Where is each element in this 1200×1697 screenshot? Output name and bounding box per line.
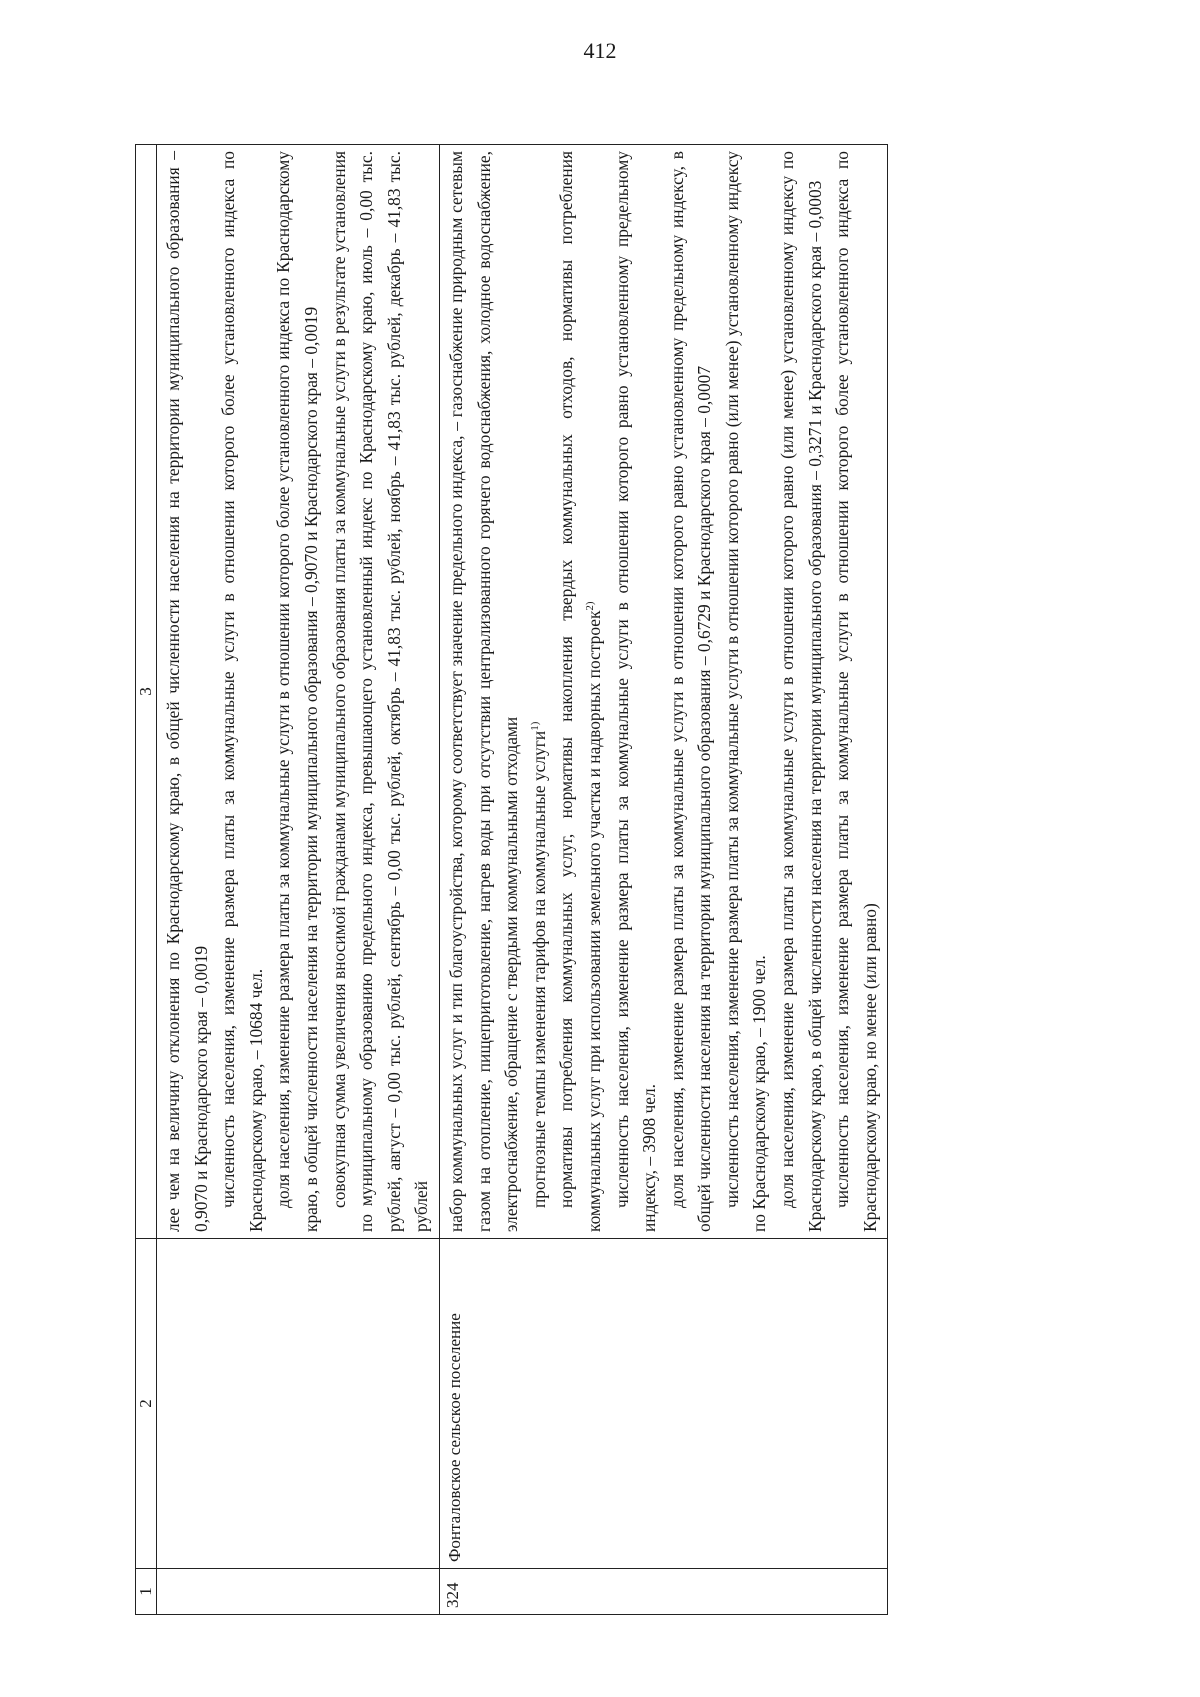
table-row-324 (439, 145, 888, 1615)
paragraph: доля населения, изменение размера платы за коммунальные услуги в отношении которого равно установленному предельному индексу, в общей численности населения на территории муниципального образования – 0,6729 и Краснодарского края – 0,0007 (666, 151, 715, 1232)
paragraph: лее чем на величину отклонения по Краснодарскому краю, в общей численности населения на территории муниципального образования – 0,9070 и Краснодарского края – 0,0019 (163, 151, 211, 1232)
row-detail-cell (439, 145, 888, 1239)
paragraph (526, 151, 554, 1232)
paragraph: численность населения, изменение размера платы за коммунальные услуги в отношении которого более установленного индекса по Краснодарскому краю, но менее (или равно) (832, 151, 880, 1232)
paragraph: совокупная сумма увеличения вносимой гражданами муниципального образования платы за коммунальные услуги в результате установления по муниципальному образованию предельного индекса, превышающего установленный индекс по Краснодарскому краю, июль – 0,00 тыс. рублей, август – 0,00 тыс. рублей, сентябрь – 0,00 тыс. рублей, октябрь – 41,83 тыс. рублей, ноябрь – 41,83 тыс. рублей, декабрь – 41,83 тыс. рублей (328, 151, 432, 1232)
data-table (135, 144, 888, 1615)
row-number-cell: 324 (439, 1569, 888, 1615)
header-col-3: 3 (136, 145, 157, 1239)
page-number: 412 (583, 38, 617, 63)
row-name-cell: Фонталовское сельское поселение (439, 1239, 888, 1569)
paragraph: доля населения, изменение размера платы за коммунальные услуги в отношении которого более установленного индекса по Краснодарскому краю, в общей численности населения на территории муниципального образования – 0,9070 и Краснодарского края – 0,0019 (273, 151, 321, 1232)
paragraph (553, 151, 608, 1232)
footnote-marker: 2) (584, 601, 597, 611)
rotated-table-container (135, 145, 1075, 1615)
row-detail-cell (157, 145, 440, 1239)
paragraph: численность населения, изменение размера платы за коммунальные услуги в отношении которого равно (или менее) установленному индексу по Краснодарскому краю, – 1900 чел. (721, 151, 770, 1232)
row-number-cell (157, 1569, 440, 1615)
header-col-1: 1 (136, 1569, 157, 1615)
paragraph: набор коммунальных услуг и тип благоустройства, которому соответствует значение предельного индекса, – газоснабжение природным сетевым газом на отопление, пищеприготовление, нагрев воды при отсутствии централизованного горячего водоснабжения, холодное водоснабжение, электроснабжение, обращение с твердыми коммунальными отходами (445, 151, 522, 1232)
paragraph-text: нормативы потребления коммунальных услуг, нормативы накопления твердых коммунальных отходов, нормативы потребления коммунальных услуг при использовании земельного участка и надворных построек (556, 151, 604, 1232)
table-row-continuation (157, 145, 440, 1615)
row-name-cell (157, 1239, 440, 1569)
table-header-row (136, 145, 157, 1615)
footnote-marker: 1) (528, 721, 541, 731)
header-col-2: 2 (136, 1239, 157, 1569)
paragraph: численность населения, изменение размера платы за коммунальные услуги в отношении которого равно установленному предельному индексу, – 3908 чел. (611, 151, 660, 1232)
paragraph: численность населения, изменение размера платы за коммунальные услуги в отношении которого более установленного индекса по Краснодарскому краю, – 10684 чел. (218, 151, 266, 1232)
paragraph-text: прогнозные темпы изменения тарифов на коммунальные услуги (528, 730, 549, 1208)
paragraph: доля населения, изменение размера платы за коммунальные услуги в отношении которого равно (или менее) установленному индексу по Краснодарскому краю, в общей численности населения на территории муниципального образования – 0,3271 и Краснодарского края – 0,0003 (777, 151, 825, 1232)
